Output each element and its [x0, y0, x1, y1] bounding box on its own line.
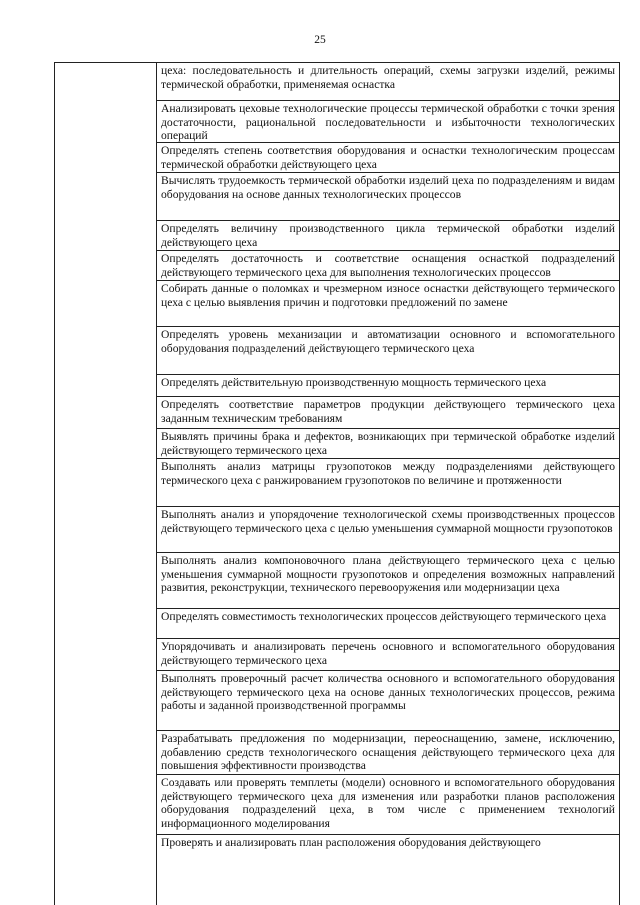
table-right-column [157, 63, 619, 905]
table-row: Собирать данные о поломках и чрезмерном износе оснастки действующего термического цеха с целью выявления причин и подготовки предложений по замене [157, 281, 619, 327]
table-row: Определять достаточность и соответствие оснащения оснасткой подразделений действующего термического цеха для выполнения технологических процессов [157, 251, 619, 281]
table-left-cell [55, 63, 157, 905]
table-row: Проверять и анализировать план расположения оборудования действующего [161, 836, 541, 849]
table-row: Разрабатывать предложения по модернизации, переоснащению, замене, исключению, добавлению средств технологического оснащения действующего термического цеха для повышения эффективности производства [157, 731, 619, 775]
table-row: Определять степень соответствия оборудования и оснастки технологическим процессам термической обработки действующего цеха [157, 143, 619, 173]
table-row: цеха: последовательность и длительность операций, схемы загрузки изделий, режимы термической обработки, применяемая оснастка [157, 63, 619, 101]
table-row: Упорядочивать и анализировать перечень основного и вспомогательного оборудования действующего термического цеха [157, 639, 619, 671]
table-row: Выявлять причины брака и дефектов, возникающих при термической обработке изделий действующего термического цеха [157, 429, 619, 459]
table-row: Определять величину производственного цикла термической обработки изделий действующего цеха [157, 221, 619, 251]
table-row: Выполнять анализ матрицы грузопотоков между подразделениями действующего термического цеха с ранжированием грузопотоков по величине и протяженности [157, 459, 619, 507]
page-number: 25 [314, 34, 326, 46]
table-row: Определять совместимость технологических процессов действующего термического цеха [157, 609, 619, 639]
table-row: Анализировать цеховые технологические процессы термической обработки с точки зрения достаточности, рациональной последовательности и избыточности технологических операций [157, 101, 619, 143]
table-row: Выполнять проверочный расчет количества основного и вспомогательного оборудования действующего термического цеха на основе данных технологических процессов, режима работы и заданной производственной программы [157, 671, 619, 731]
table-row: Определять соответствие параметров продукции действующего термического цеха заданным техническим требованиям [157, 397, 619, 429]
table-row: Определять действительную производственную мощность термического цеха [157, 375, 619, 397]
table-row: Создавать или проверять темплеты (модели) основного и вспомогательного оборудования действующего термического цеха для изменения или разработки планов расположения оборудования подразделений цеха, в том числе с применением технологий информационного моделирования [157, 775, 619, 835]
table-row: Выполнять анализ и упорядочение технологической схемы производственных процессов действующего термического цеха с целью уменьшения суммарной мощности грузопотоков [157, 507, 619, 553]
table-row: Определять уровень механизации и автоматизации основного и вспомогательного оборудования подразделений действующего термического цеха [157, 327, 619, 375]
table-row: Вычислять трудоемкость термической обработки изделий цеха по подразделениям и видам оборудования на основе данных технологических процессов [157, 173, 619, 221]
skills-table [54, 62, 620, 905]
table-row: Выполнять анализ компоновочного плана действующего термического цеха с целью уменьшения суммарной мощности грузопотоков и определения возможных направлений развития, реконструкции, технического перевооружения или модернизации цеха [157, 553, 619, 609]
